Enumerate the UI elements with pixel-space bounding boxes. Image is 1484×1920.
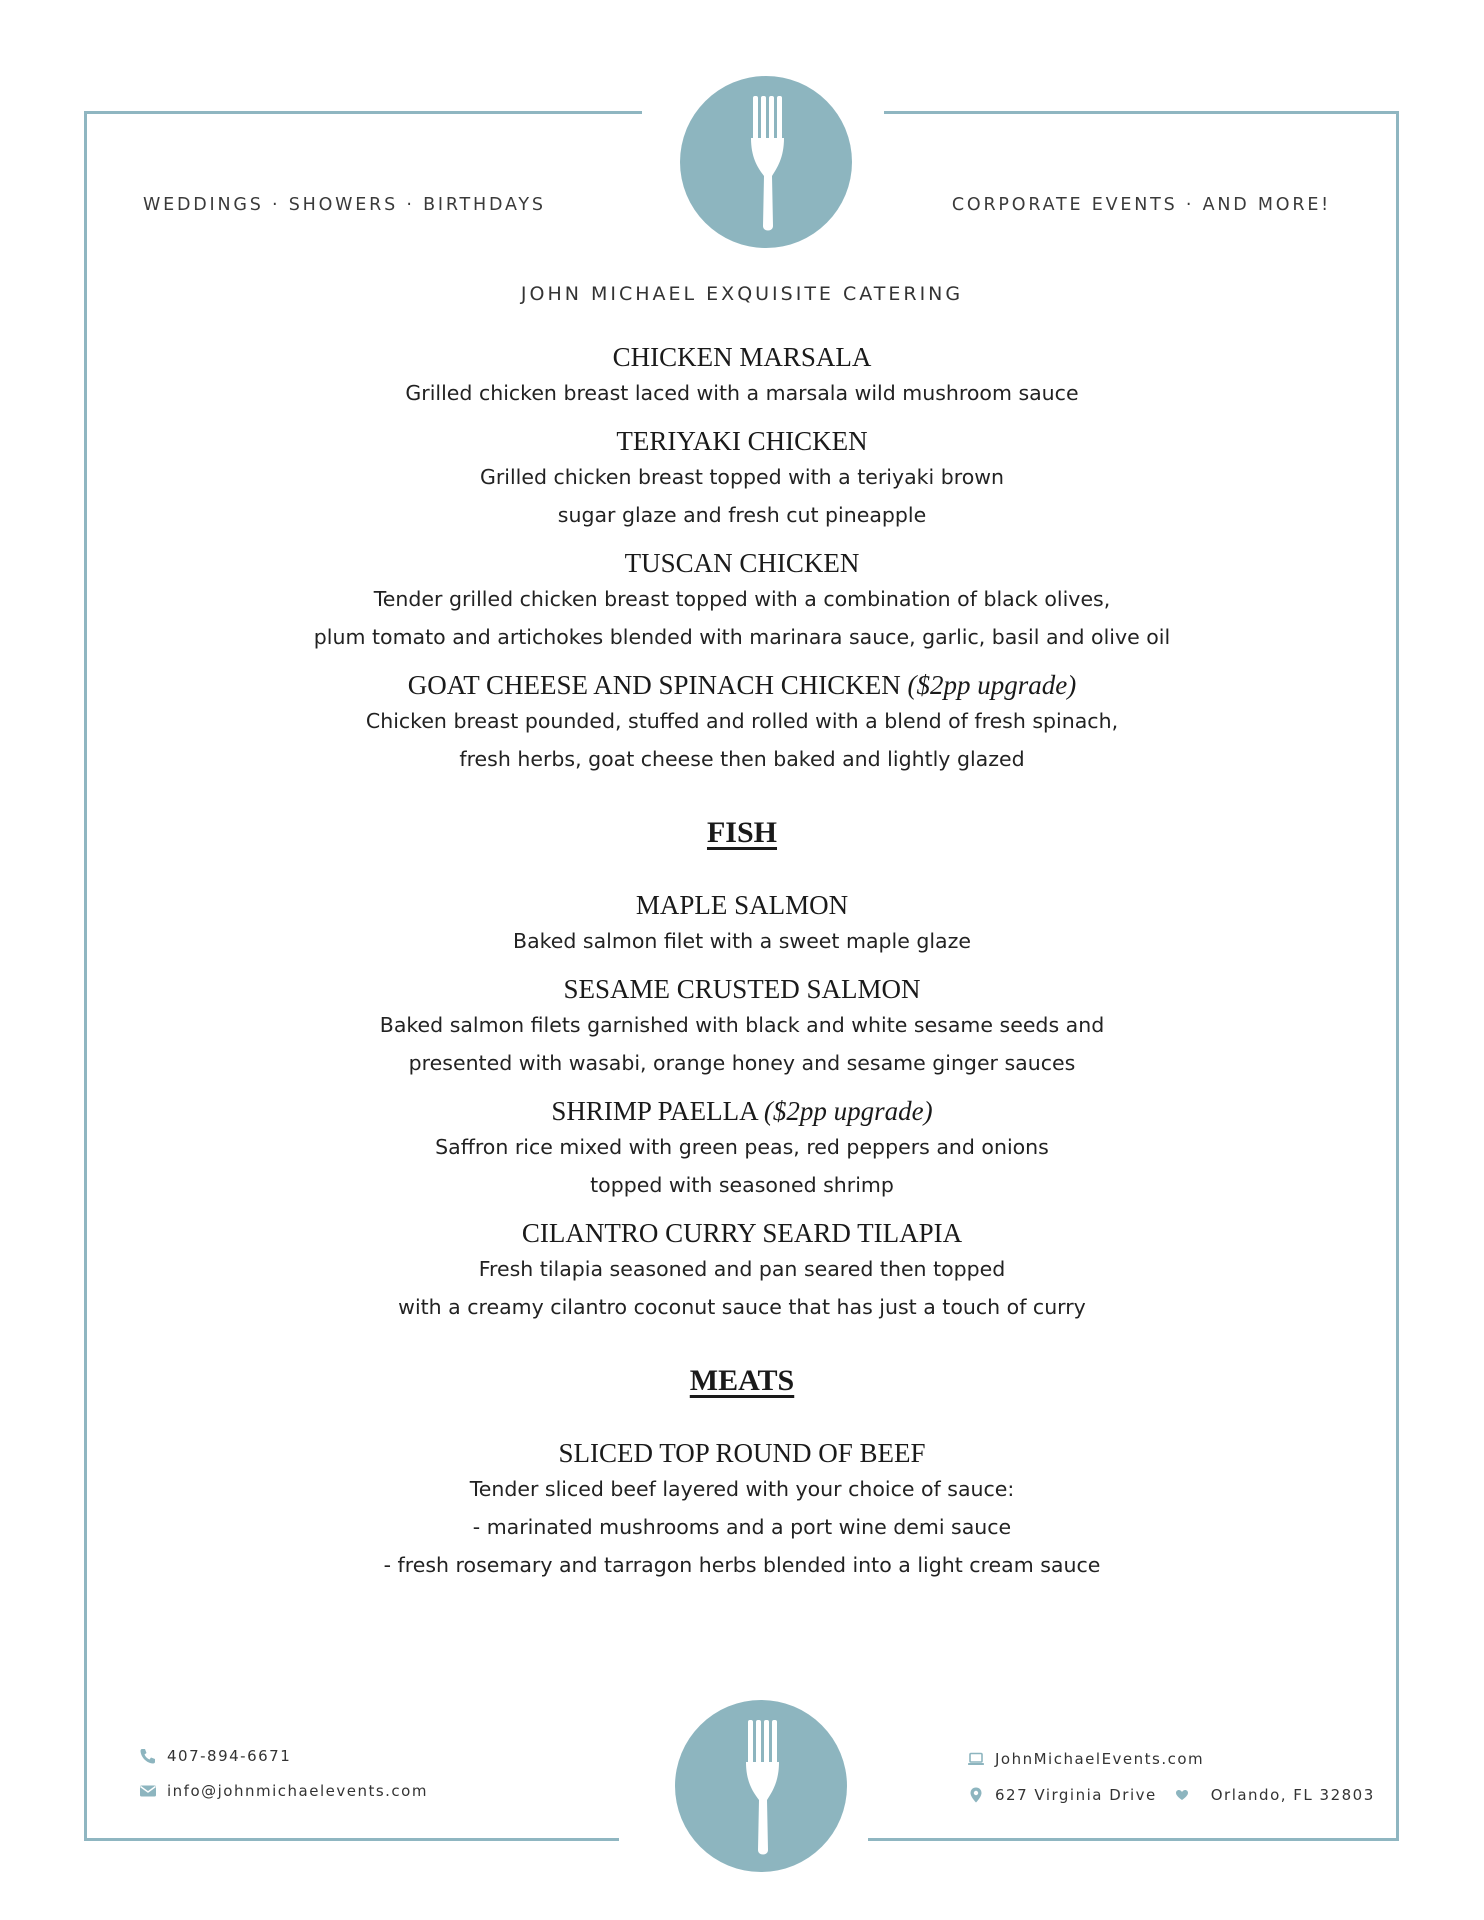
address-street: 627 Virginia Drive [995, 1786, 1157, 1804]
item-name: CHICKEN MARSALA [612, 342, 872, 372]
brand-name: JOHN MICHAEL EXQUISITE CATERING [520, 283, 964, 305]
item-name: SLICED TOP ROUND OF BEEF [558, 1438, 926, 1468]
menu-item [0, 546, 1484, 656]
item-name: GOAT CHEESE AND SPINACH CHICKEN ($2pp upgrade) [407, 670, 1077, 700]
frame-bottom-left [84, 1838, 619, 1841]
item-description: Grilled chicken breast topped with a teriyaki brown [479, 465, 1005, 489]
fork-icon [675, 1700, 847, 1872]
mail-icon [139, 1782, 157, 1800]
item-description: topped with seasoned shrimp [590, 1173, 894, 1197]
frame-top-left [84, 111, 642, 114]
menu-item [0, 668, 1484, 778]
item-description: Grilled chicken breast laced with a marsala wild mushroom sauce [405, 381, 1079, 405]
phone-icon [139, 1747, 157, 1765]
contact-website [967, 1750, 1204, 1768]
item-name: CILANTRO CURRY SEARD TILAPIA [521, 1218, 963, 1248]
upgrade-note: ($2pp upgrade) [907, 670, 1077, 700]
item-description: plum tomato and artichokes blended with marinara sauce, garlic, basil and olive oil [313, 625, 1171, 649]
item-description: - fresh rosemary and tarragon herbs blended into a light cream sauce [383, 1553, 1101, 1577]
fish-section [0, 888, 1484, 1326]
menu-item [0, 972, 1484, 1082]
item-description: sugar glaze and fresh cut pineapple [557, 503, 927, 527]
item-description: Tender grilled chicken breast topped with a combination of black olives, [373, 587, 1111, 611]
menu-item [0, 1094, 1484, 1204]
laptop-icon [967, 1750, 985, 1768]
item-description: presented with wasabi, orange honey and sesame ginger sauces [408, 1051, 1076, 1075]
section-title-fish: FISH [706, 816, 778, 849]
item-description: Fresh tilapia seasoned and pan seared then topped [478, 1257, 1006, 1281]
item-description: Chicken breast pounded, stuffed and rolled with a blend of fresh spinach, [365, 709, 1119, 733]
menu-item [0, 1436, 1484, 1584]
address-city: Orlando, FL 32803 [1210, 1786, 1375, 1804]
logo-top [680, 76, 852, 248]
item-description: with a creamy cilantro coconut sauce that has just a touch of curry [398, 1295, 1086, 1319]
item-description: Baked salmon filet with a sweet maple glaze [513, 929, 971, 953]
tagline-left: WEDDINGS · SHOWERS · BIRTHDAYS [143, 195, 546, 215]
menu-item [0, 888, 1484, 960]
item-description: Baked salmon filets garnished with black and white sesame seeds and [379, 1013, 1105, 1037]
frame-top-right [884, 111, 1399, 114]
logo-bottom [675, 1700, 847, 1872]
menu-item [0, 424, 1484, 534]
item-description: fresh herbs, goat cheese then baked and lightly glazed [459, 747, 1025, 771]
item-name: TUSCAN CHICKEN [624, 548, 860, 578]
menu-item [0, 1216, 1484, 1326]
tagline-right: CORPORATE EVENTS · AND MORE! [951, 195, 1331, 215]
section-title-meats: MEATS [689, 1364, 795, 1397]
meats-section [0, 1436, 1484, 1584]
heart-icon [1175, 1788, 1189, 1802]
fork-icon [680, 76, 852, 248]
item-name: MAPLE SALMON [635, 890, 849, 920]
upgrade-note: ($2pp upgrade) [763, 1096, 933, 1126]
frame-bottom-right [868, 1838, 1399, 1841]
item-description: Saffron rice mixed with green peas, red peppers and onions [435, 1135, 1049, 1159]
item-description: - marinated mushrooms and a port wine demi sauce [472, 1515, 1012, 1539]
location-pin-icon [967, 1786, 985, 1804]
item-description: Tender sliced beef layered with your choice of sauce: [469, 1477, 1015, 1501]
contact-email [139, 1782, 428, 1800]
phone-number[interactable]: 407-894-6671 [167, 1747, 292, 1765]
menu-item [0, 340, 1484, 412]
item-name: SESAME CRUSTED SALMON [563, 974, 921, 1004]
contact-address [967, 1786, 1375, 1804]
menu [0, 340, 1484, 1596]
contact-phone [139, 1747, 291, 1765]
item-name: TERIYAKI CHICKEN [616, 426, 868, 456]
email-link[interactable]: info@johnmichaelevents.com [167, 1782, 428, 1800]
website-link[interactable]: JohnMichaelEvents.com [995, 1750, 1205, 1768]
chicken-section [0, 340, 1484, 778]
item-name: SHRIMP PAELLA ($2pp upgrade) [551, 1096, 933, 1126]
